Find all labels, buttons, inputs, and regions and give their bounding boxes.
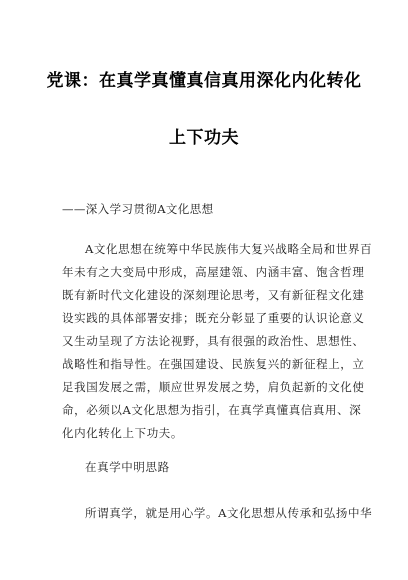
- document-subtitle: ——深入学习贯彻A文化思想: [62, 202, 214, 216]
- document-title-line-2: 上下功夫: [169, 128, 239, 148]
- body-paragraph-1: [62, 238, 373, 445]
- paragraph-line: A文化思想在统筹中华民族伟大复兴战略全局和世界百: [85, 242, 373, 256]
- paragraph-line: 命，必须以A文化思想为指引，在真学真懂真信真用、深: [62, 403, 362, 417]
- section-heading: 在真学中明思路: [85, 460, 170, 474]
- paragraph-line: 既有新时代文化建设的深刻理论思考，又有新征程文化建: [62, 288, 365, 302]
- paragraph-line: 战略性和指导性。在强国建设、民族复兴的新征程上，立: [62, 357, 365, 371]
- paragraph-line: 设实践的具体部署安排；既充分彰显了重要的认识论意义: [62, 311, 365, 325]
- paragraph-line: 化内化转化上下功夫。: [62, 426, 183, 440]
- paragraph-line: 又生动呈现了方法论视野，具有很强的政治性、思想性、: [62, 334, 365, 348]
- document-title-line-1: 党课：在真学真懂真信真用深化内化转化: [46, 71, 362, 91]
- body-paragraph-2: 所谓真学，就是用心学。A文化思想从传承和弘扬中华: [85, 506, 373, 520]
- paragraph-line: 年未有之大变局中形成，高屋建瓴、内涵丰富、饱含哲理: [62, 265, 365, 279]
- paragraph-line: 足我国发展之需，顺应世界发展之势，肩负起新的文化使: [62, 380, 365, 394]
